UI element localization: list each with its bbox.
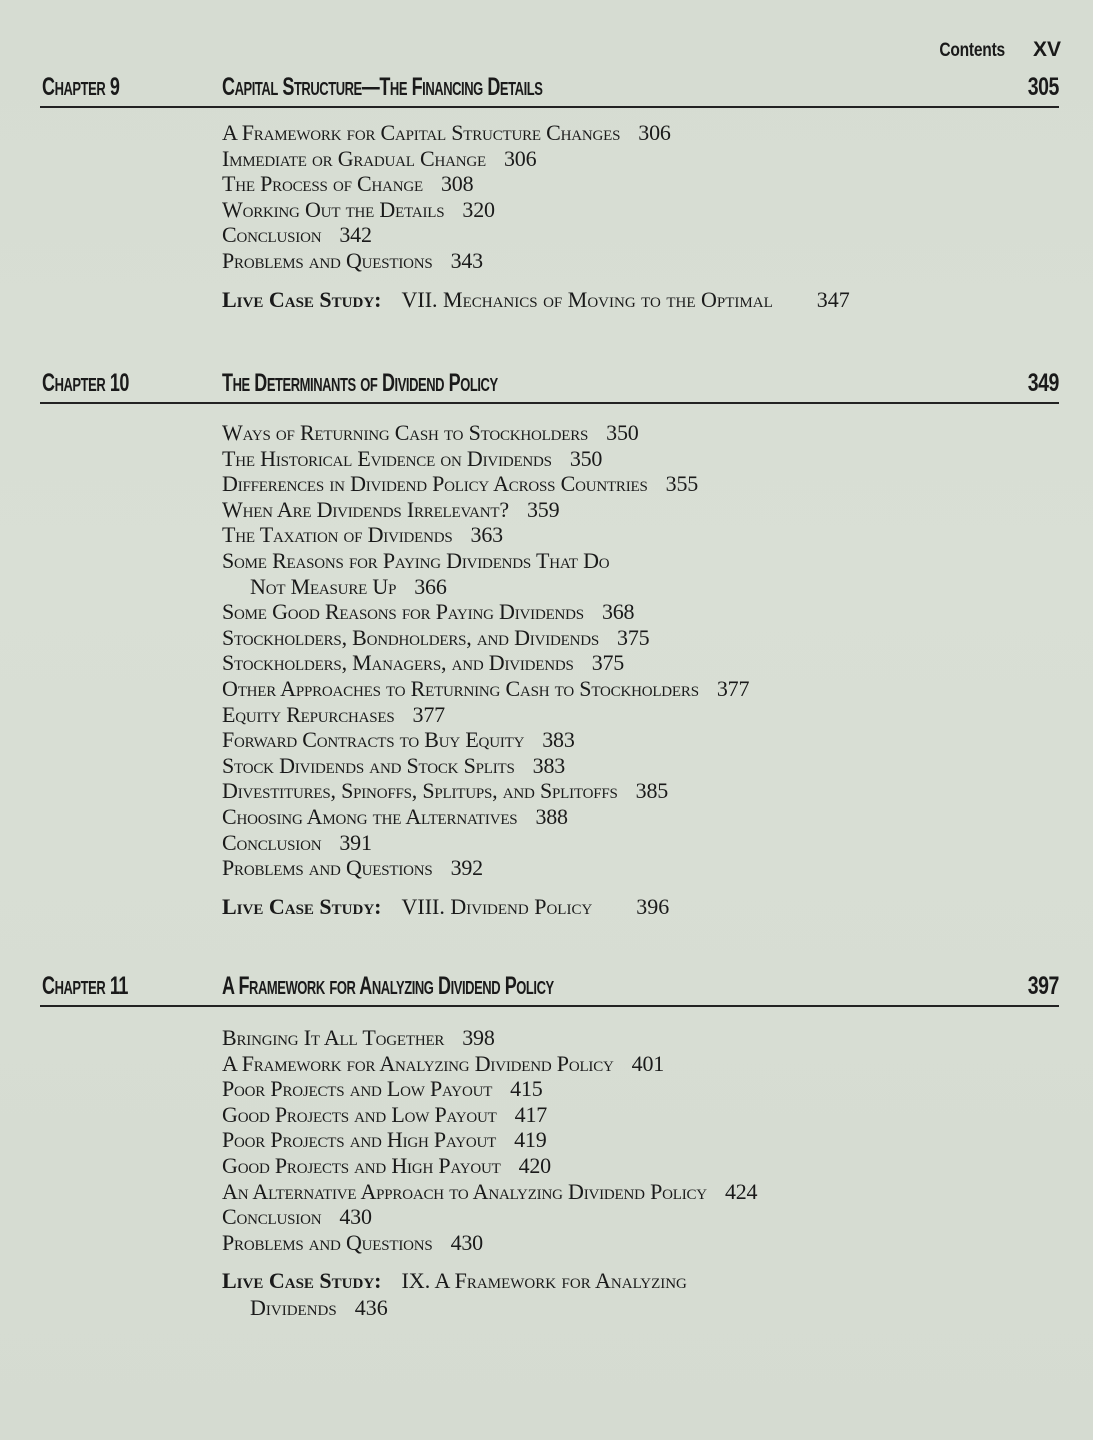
toc-entry[interactable]	[222, 1127, 1059, 1153]
entry-page: 320	[462, 196, 495, 222]
entry-title: The Historical Evidence on Dividends	[222, 445, 552, 471]
entry-title: A Framework for Capital Structure Changes	[222, 120, 621, 145]
entry-title: Stockholders, Bondholders, and Dividends	[222, 624, 600, 650]
toc-entry[interactable]	[222, 830, 1059, 856]
chapter-title: A Framework for Analyzing Dividend Policy	[222, 972, 554, 1000]
entry-page: 375	[591, 650, 625, 676]
case-study-page: 396	[636, 893, 670, 919]
toc-entry[interactable]	[222, 497, 1059, 523]
chapter-11	[40, 972, 1059, 1321]
live-case-study[interactable]	[222, 893, 1059, 920]
entry-title: A Framework for Analyzing Dividend Policy	[222, 1050, 614, 1076]
toc-entry[interactable]	[222, 599, 1059, 625]
toc-entry[interactable]	[222, 197, 1059, 223]
entry-page: 377	[716, 675, 750, 701]
chapter-heading	[40, 369, 1059, 404]
section-list	[222, 120, 1059, 313]
live-case-study-continuation[interactable]	[222, 1294, 1059, 1321]
section-list	[222, 1025, 1059, 1321]
case-study-label: Live Case Study:	[222, 286, 382, 312]
entry-title: Divestitures, Spinoffs, Splitups, and Splitoffs	[222, 778, 618, 804]
toc-entry[interactable]	[222, 171, 1059, 197]
entry-page: 359	[526, 496, 560, 522]
toc-entry[interactable]	[222, 1179, 1059, 1205]
entry-page: 430	[450, 1229, 483, 1255]
entry-page: 385	[635, 778, 669, 804]
entry-title: Conclusion	[222, 829, 322, 855]
chapter-number: Chapter 9	[42, 73, 120, 101]
toc-entry[interactable]	[222, 625, 1059, 651]
toc-entry[interactable]	[222, 522, 1059, 548]
live-case-study[interactable]	[222, 286, 1059, 313]
toc-entry[interactable]	[222, 1204, 1059, 1230]
toc-entry[interactable]	[222, 676, 1059, 702]
toc-entry[interactable]	[222, 855, 1059, 881]
case-study-title: Dividends	[250, 1295, 337, 1321]
toc-entry[interactable]	[222, 471, 1059, 497]
entry-page: 383	[542, 727, 575, 753]
entry-title: Problems and Questions	[222, 1229, 433, 1255]
chapter-heading	[40, 73, 1059, 108]
toc-entry[interactable]	[222, 650, 1059, 676]
toc-entry[interactable]	[222, 1102, 1059, 1128]
toc-entry-continuation[interactable]	[222, 574, 1059, 600]
toc-entry[interactable]	[222, 222, 1059, 248]
entry-page: 342	[339, 222, 372, 248]
chapter-10	[40, 369, 1059, 920]
entry-page: 308	[441, 171, 474, 197]
entry-title: Good Projects and High Payout	[222, 1152, 501, 1178]
entry-page: 391	[339, 829, 372, 855]
entry-page: 383	[532, 752, 566, 778]
toc-entry[interactable]	[222, 753, 1059, 779]
entry-title: Poor Projects and Low Payout	[222, 1076, 493, 1102]
toc-entry[interactable]	[222, 804, 1059, 830]
entry-page: 417	[514, 1101, 548, 1127]
entry-title: Poor Projects and High Payout	[222, 1127, 497, 1153]
entry-page: 368	[601, 599, 635, 625]
entry-page: 306	[638, 120, 671, 145]
toc-entry[interactable]	[222, 1076, 1059, 1102]
section-list	[222, 420, 1059, 920]
entry-page: 392	[450, 855, 483, 881]
live-case-study[interactable]	[222, 1267, 1059, 1294]
entry-title: An Alternative Approach to Analyzing Dividend Policy	[222, 1178, 707, 1204]
entry-title: Immediate or Gradual Change	[222, 145, 486, 171]
entry-page: 388	[535, 803, 568, 829]
case-study-label: Live Case Study:	[222, 893, 382, 919]
toc-entry[interactable]	[222, 727, 1059, 753]
chapter-number: Chapter 10	[42, 369, 129, 397]
toc-entry[interactable]	[222, 248, 1059, 274]
chapter-title: Capital Structure—The Financing Details	[222, 73, 543, 101]
toc-entry[interactable]	[222, 1153, 1059, 1179]
entry-page: 306	[503, 145, 537, 171]
entry-page: 415	[510, 1076, 543, 1102]
running-head	[925, 38, 1061, 62]
case-study-page: 436	[354, 1295, 388, 1321]
entry-title: Conclusion	[222, 1204, 322, 1230]
entry-title: Problems and Questions	[222, 855, 433, 881]
chapter-heading	[40, 972, 1059, 1007]
entry-title: Bringing It All Together	[222, 1025, 445, 1050]
entry-title: Conclusion	[222, 222, 322, 248]
case-study-title: VIII. Dividend Policy	[401, 893, 593, 919]
toc-entry[interactable]	[222, 1051, 1059, 1077]
entry-title: Forward Contracts to Buy Equity	[222, 727, 525, 753]
toc-entry[interactable]	[222, 120, 1059, 146]
chapter-number: Chapter 11	[42, 972, 128, 1000]
entry-page: 398	[462, 1025, 495, 1050]
entry-title: Good Projects and Low Payout	[222, 1101, 497, 1127]
entry-title: When Are Dividends Irrelevant?	[222, 496, 509, 522]
entry-title: The Process of Change	[222, 171, 423, 197]
entry-page: 424	[724, 1178, 758, 1204]
toc-entry[interactable]	[222, 702, 1059, 728]
entry-title: Choosing Among the Alternatives	[222, 803, 518, 829]
case-study-title: IX. A Framework for Analyzing	[401, 1268, 687, 1294]
entry-title: Problems and Questions	[222, 247, 433, 273]
entry-title: Differences in Dividend Policy Across Countries	[222, 471, 648, 497]
entry-title: Equity Repurchases	[222, 701, 395, 727]
chapter-page: 397	[1027, 972, 1059, 1000]
entry-page: 419	[514, 1127, 547, 1153]
case-study-page: 347	[816, 286, 850, 312]
page-number: XV	[1032, 38, 1061, 61]
entry-page: 420	[518, 1152, 551, 1178]
entry-page: 363	[470, 522, 503, 548]
toc-entry[interactable]	[222, 1025, 1059, 1051]
entry-title: Some Reasons for Paying Dividends That Do	[222, 547, 610, 573]
entry-title: Not Measure Up	[250, 573, 397, 599]
entry-title: The Taxation of Dividends	[222, 522, 453, 548]
case-study-label: Live Case Study:	[222, 1268, 382, 1294]
entry-page: 366	[414, 573, 447, 599]
entry-title: Ways of Returning Cash to Stockholders	[222, 420, 589, 445]
running-head-label: Contents	[939, 40, 1005, 61]
entry-title: Working Out the Details	[222, 196, 445, 222]
chapter-title: The Determinants of Dividend Policy	[222, 369, 498, 397]
entry-page: 430	[339, 1204, 372, 1230]
chapter-9	[40, 73, 1059, 313]
entry-title: Stock Dividends and Stock Splits	[222, 752, 515, 778]
toc-entry[interactable]	[222, 778, 1059, 804]
entry-page: 343	[450, 247, 483, 273]
entry-page: 350	[606, 420, 639, 445]
toc-entry[interactable]	[222, 1230, 1059, 1256]
entry-title: Other Approaches to Returning Cash to Stockholders	[222, 675, 699, 701]
entry-title: Some Good Reasons for Paying Dividends	[222, 599, 584, 625]
toc-entry[interactable]	[222, 446, 1059, 472]
case-study-title: VII. Mechanics of Moving to the Optimal	[401, 286, 773, 312]
entry-page: 355	[665, 471, 699, 497]
toc-entry[interactable]	[222, 548, 1059, 574]
entry-page: 375	[617, 624, 650, 650]
chapter-page: 349	[1027, 369, 1059, 397]
entry-page: 350	[569, 445, 603, 471]
entry-page: 401	[631, 1050, 665, 1076]
toc-entry[interactable]	[222, 146, 1059, 172]
toc-entry[interactable]	[222, 420, 1059, 446]
chapter-page: 305	[1027, 73, 1059, 101]
entry-title: Stockholders, Managers, and Dividends	[222, 650, 574, 676]
entry-page: 377	[412, 701, 445, 727]
